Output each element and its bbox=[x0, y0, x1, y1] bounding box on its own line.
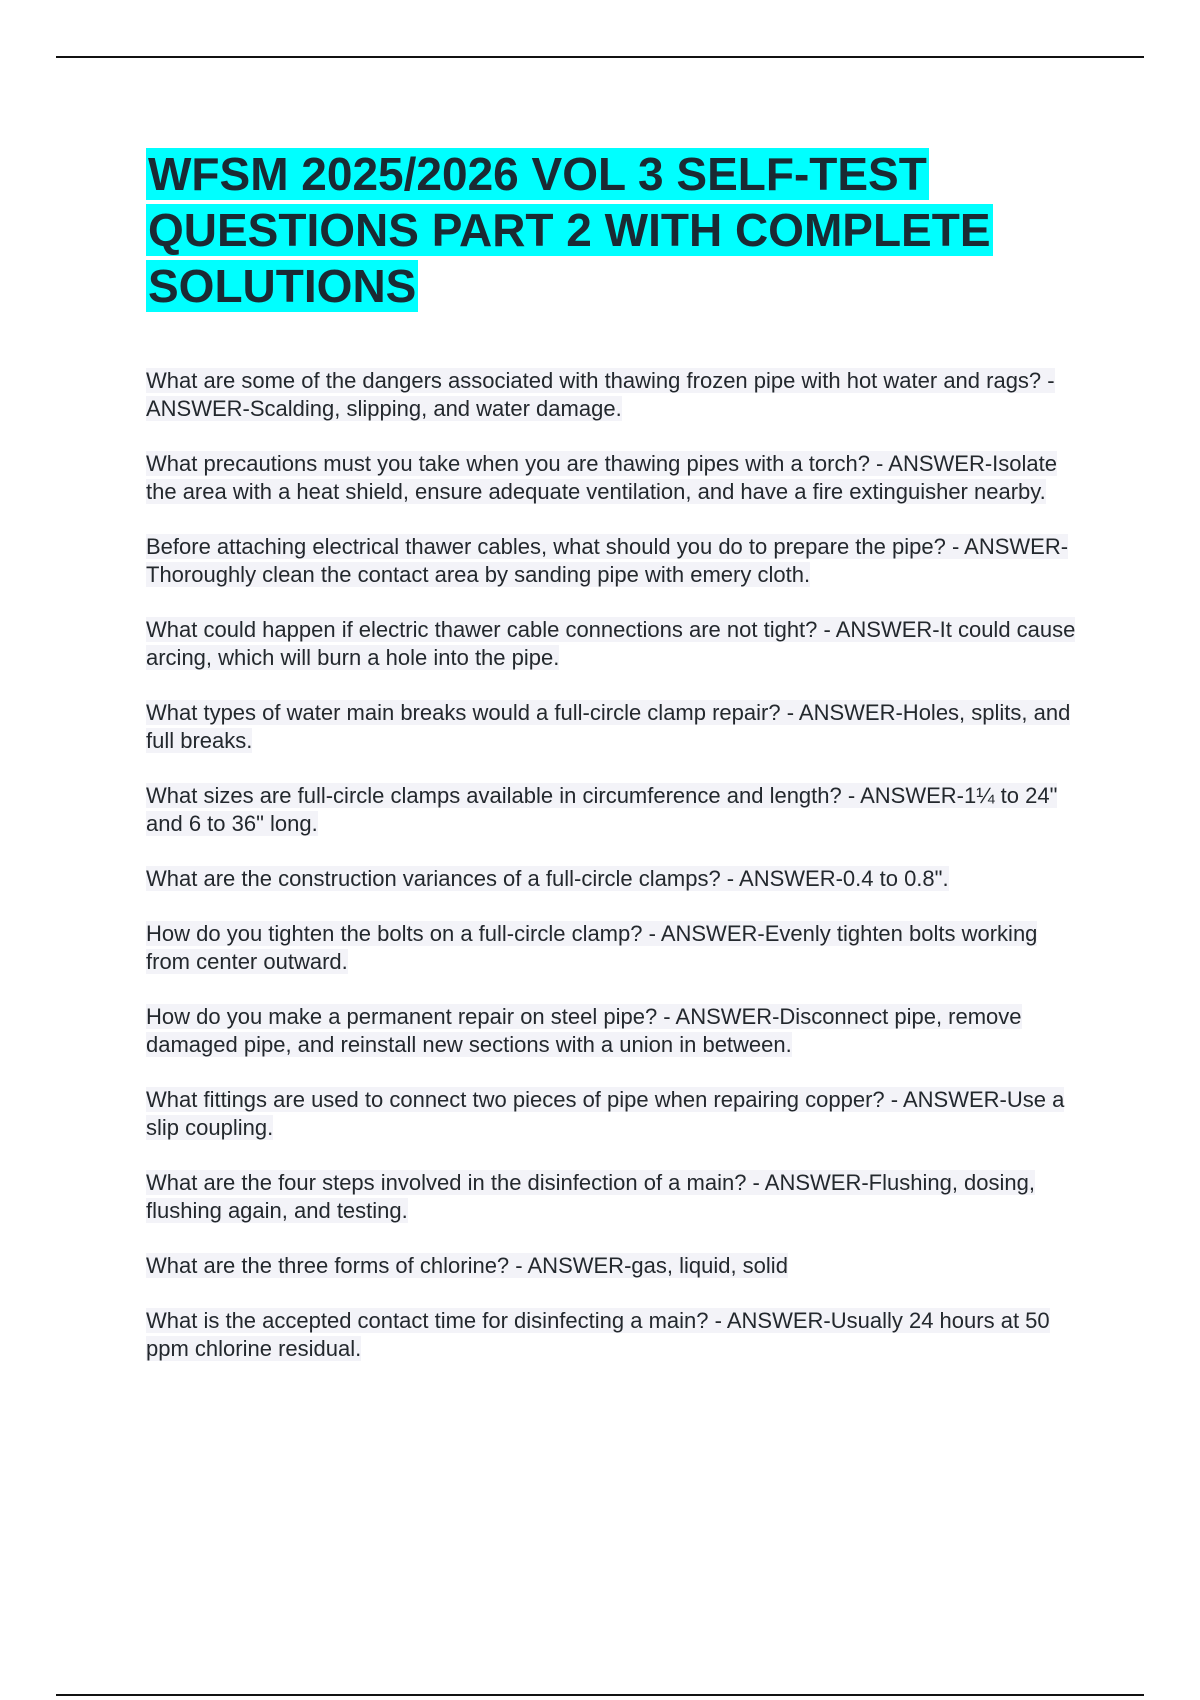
qa-item bbox=[146, 1307, 1086, 1363]
qa-text: What precautions must you take when you are thawing pipes with a torch? - ANSWER-Isolate the area with a heat shield, ensure adequate ventilation, and have a fire extinguisher nearby. bbox=[146, 451, 1057, 504]
qa-item bbox=[146, 367, 1086, 423]
qa-text: What fittings are used to connect two pieces of pipe when repairing copper? - ANSWER-Use a slip coupling. bbox=[146, 1087, 1065, 1140]
qa-item bbox=[146, 450, 1086, 506]
qa-item bbox=[146, 865, 1086, 893]
top-rule bbox=[56, 56, 1144, 58]
qa-item bbox=[146, 616, 1086, 672]
qa-item bbox=[146, 1252, 1086, 1280]
qa-item bbox=[146, 782, 1086, 838]
title-highlight: WFSM 2025/2026 VOL 3 SELF-TEST QUESTIONS PART 2 WITH COMPLETE SOLUTIONS bbox=[148, 148, 991, 312]
bottom-rule bbox=[56, 1694, 1144, 1696]
qa-item bbox=[146, 533, 1086, 589]
qa-text: How do you tighten the bolts on a full-circle clamp? - ANSWER-Evenly tighten bolts working from center outward. bbox=[146, 921, 1038, 974]
qa-text: How do you make a permanent repair on steel pipe? - ANSWER-Disconnect pipe, remove damaged pipe, and reinstall new sections with a union in between. bbox=[146, 1004, 1022, 1057]
qa-text: What sizes are full-circle clamps available in circumference and length? - ANSWER-1¼ to 24" and 6 to 36" long. bbox=[146, 783, 1058, 836]
qa-text: What could happen if electric thawer cable connections are not tight? - ANSWER-It could cause arcing, which will burn a hole into the pipe. bbox=[146, 617, 1076, 670]
qa-text: What are the three forms of chlorine? - ANSWER-gas, liquid, solid bbox=[146, 1253, 788, 1278]
qa-text: Before attaching electrical thawer cables, what should you do to prepare the pipe? - ANSWER-Thoroughly clean the contact area by sanding pipe with emery cloth. bbox=[146, 534, 1069, 587]
qa-text: What are some of the dangers associated with thawing frozen pipe with hot water and rags? - ANSWER-Scalding, slipping, and water damage. bbox=[146, 368, 1055, 421]
qa-text: What are the four steps involved in the disinfection of a main? - ANSWER-Flushing, dosing, flushing again, and testing. bbox=[146, 1170, 1035, 1223]
document-title bbox=[146, 146, 1086, 314]
qa-item bbox=[146, 1003, 1086, 1059]
qa-text: What is the accepted contact time for disinfecting a main? - ANSWER-Usually 24 hours at 50 ppm chlorine residual. bbox=[146, 1308, 1050, 1361]
qa-item bbox=[146, 699, 1086, 755]
qa-text: What types of water main breaks would a full-circle clamp repair? - ANSWER-Holes, splits, and full breaks. bbox=[146, 700, 1071, 753]
qa-text: What are the construction variances of a full-circle clamps? - ANSWER-0.4 to 0.8". bbox=[146, 866, 949, 891]
qa-item bbox=[146, 920, 1086, 976]
qa-item bbox=[146, 1086, 1086, 1142]
qa-list bbox=[146, 367, 1086, 1390]
qa-item bbox=[146, 1169, 1086, 1225]
